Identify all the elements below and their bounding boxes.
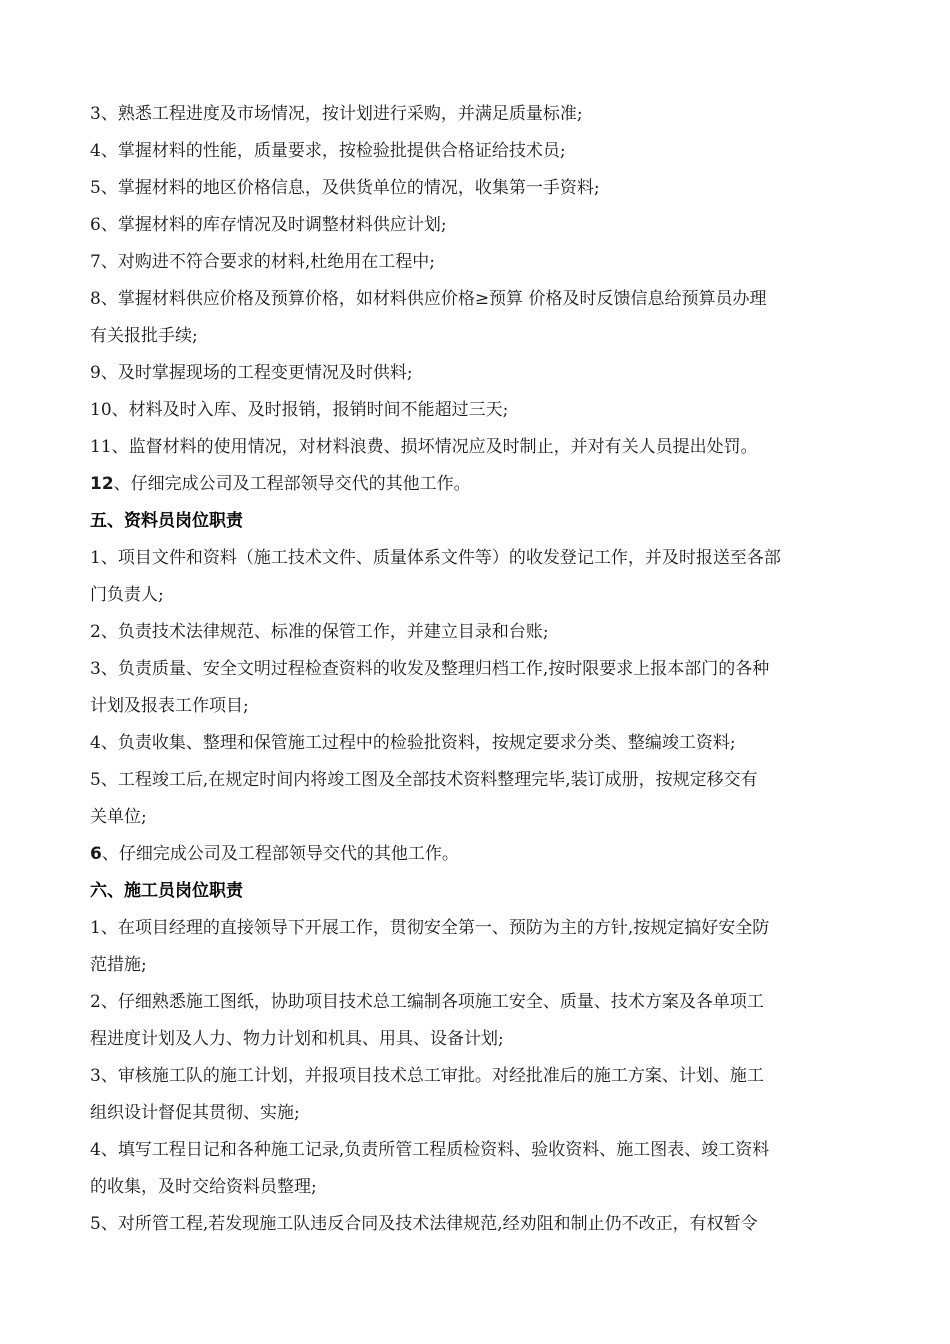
paragraph-line: 程进度计划及人力、物力计划和机具、用具、设备计划; [90, 1029, 504, 1049]
paragraph-line: 范措施; [90, 955, 147, 975]
paragraph-line: 3、审核施工队的施工计划，并报项目技术总工审批。对经批准后的施工方案、计划、施工 [90, 1066, 764, 1086]
paragraph-line [90, 836, 862, 873]
item-number: 12 [90, 474, 114, 494]
paragraph-line: 3、熟悉工程进度及市场情况，按计划进行采购，并满足质量标准; [90, 104, 583, 124]
paragraph-line: 门负责人; [90, 585, 164, 605]
paragraph-line: 关单位; [90, 807, 147, 827]
paragraph-line: 6、掌握材料的库存情况及时调整材料供应计划; [90, 215, 447, 235]
paragraph-line: 10、材料及时入库、及时报销，报销时间不能超过三天; [90, 400, 509, 420]
paragraph-line: 1、在项目经理的直接领导下开展工作，贯彻安全第一、预防为主的方针,按规定搞好安全防 [90, 918, 770, 938]
item-number: 6 [90, 844, 102, 864]
paragraph-line: 5、工程竣工后,在规定时间内将竣工图及全部技术资料整理完毕,装订成册，按规定移交有 [90, 770, 758, 790]
paragraph-line: 4、掌握材料的性能，质量要求，按检验批提供合格证给技术员; [90, 141, 566, 161]
item-text: 、仔细完成公司及工程部领导交代的其他工作。 [101, 844, 459, 864]
paragraph-line: 11、监督材料的使用情况，对材料浪费、损坏情况应及时制止，并对有关人员提出处罚。 [90, 437, 758, 457]
paragraph-line: 4、填写工程日记和各种施工记录,负责所管工程质检资料、验收资料、施工图表、竣工资料 [90, 1140, 770, 1160]
paragraph-line: 9、及时掌握现场的工程变更情况及时供料; [90, 363, 413, 383]
paragraph-line: 计划及报表工作项目; [90, 696, 249, 716]
paragraph-line: 组织设计督促其贯彻、实施; [90, 1103, 300, 1123]
paragraph-line: 的收集，及时交给资料员整理; [90, 1177, 317, 1197]
document-body [90, 96, 862, 1243]
item-text: 、仔细完成公司及工程部领导交代的其他工作。 [113, 474, 471, 494]
paragraph-line [90, 466, 862, 503]
paragraph-line: 3、负责质量、安全文明过程检查资料的收发及整理归档工作,按时限要求上报本部门的各种 [90, 659, 770, 679]
section-heading-material-clerk: 五、资料员岗位职责 [90, 511, 243, 531]
paragraph-line: 8、掌握材料供应价格及预算价格，如材料供应价格≥预算 价格及时反馈信息给预算员办理 [90, 289, 767, 309]
paragraph-line: 1、项目文件和资料（施工技术文件、质量体系文件等）的收发登记工作，并及时报送至各部 [90, 548, 781, 568]
paragraph-line: 5、掌握材料的地区价格信息，及供货单位的情况，收集第一手资料; [90, 178, 600, 198]
paragraph-line: 4、负责收集、整理和保管施工过程中的检验批资料，按规定要求分类、整编竣工资料; [90, 733, 736, 753]
paragraph-line: 7、对购进不符合要求的材料,杜绝用在工程中; [90, 252, 435, 272]
section-heading-construction-officer: 六、施工员岗位职责 [90, 881, 243, 901]
paragraph-line: 2、仔细熟悉施工图纸，协助项目技术总工编制各项施工安全、质量、技术方案及各单项工 [90, 992, 764, 1012]
paragraph-line: 5、对所管工程,若发现施工队违反合同及技术法律规范,经劝阻和制止仍不改正，有权暂令 [90, 1214, 758, 1234]
paragraph-line: 2、负责技术法律规范、标准的保管工作，并建立目录和台账; [90, 622, 549, 642]
paragraph-line: 有关报批手续; [90, 326, 198, 346]
